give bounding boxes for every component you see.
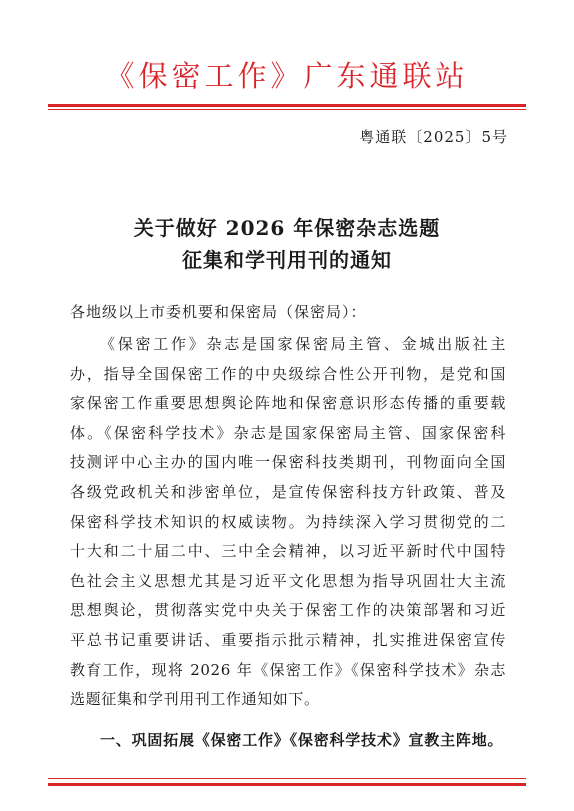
body-line: 家保密工作重要思想舆论阵地和保密意识形态传播的重要载 [70,394,506,413]
body-line: 保密科学技术知识的权威读物。为持续深入学习贯彻党的二 [70,512,506,531]
salutation: 各地级以上市委机要和保密局（保密局）： [70,303,367,321]
letterhead-title: 《保密工作》广东通联站 [105,59,469,93]
body-line: 选题征集和学刊用刊工作通知如下。 [70,690,320,709]
document-title-line-1: 关于做好 2026 年保密杂志选题 [133,216,441,240]
body-paragraph [70,330,506,715]
document-title-line-2: 征集和学刊用刊的通知 [182,248,392,272]
footer-rule-thick [48,783,526,786]
letterhead-rule-thin [48,109,526,110]
body-line: 教育工作，现将 2026 年《保密工作》《保密科学技术》杂志 [70,660,506,679]
body-line: 思想舆论，贯彻落实党中央关于保密工作的决策部署和习近 [70,601,506,620]
body-line: 各级党政机关和涉密单位，是宣传保密科技方针政策、普及 [70,482,506,501]
document-number: 粤通联〔2025〕5号 [359,128,508,146]
body-line: 《保密工作》杂志是国家保密局主管、金城出版社主 [100,335,506,353]
body-line: 色社会主义思想尤其是习近平文化思想为指导巩固壮大主流 [70,571,506,590]
letterhead-rule-thick [48,104,526,107]
body-line: 十大和二十届二中、三中全会精神，以习近平新时代中国特 [70,542,506,561]
body-line: 平总书记重要讲话、重要指示批示精神，扎实推进保密宣传 [70,630,506,649]
body-line: 体。《保密科学技术》杂志是国家保密局主管、国家保密科 [70,423,506,442]
section-heading-1: 一、巩固拓展《保密工作》《保密科学技术》宣教主阵地。 [100,731,504,749]
footer-rule-thin [48,778,526,779]
body-line: 办，指导全国保密工作的中央级综合性公开刊物，是党和国 [70,364,506,383]
body-line: 技测评中心主办的国内唯一保密科技类期刊，刊物面向全国 [70,453,506,472]
